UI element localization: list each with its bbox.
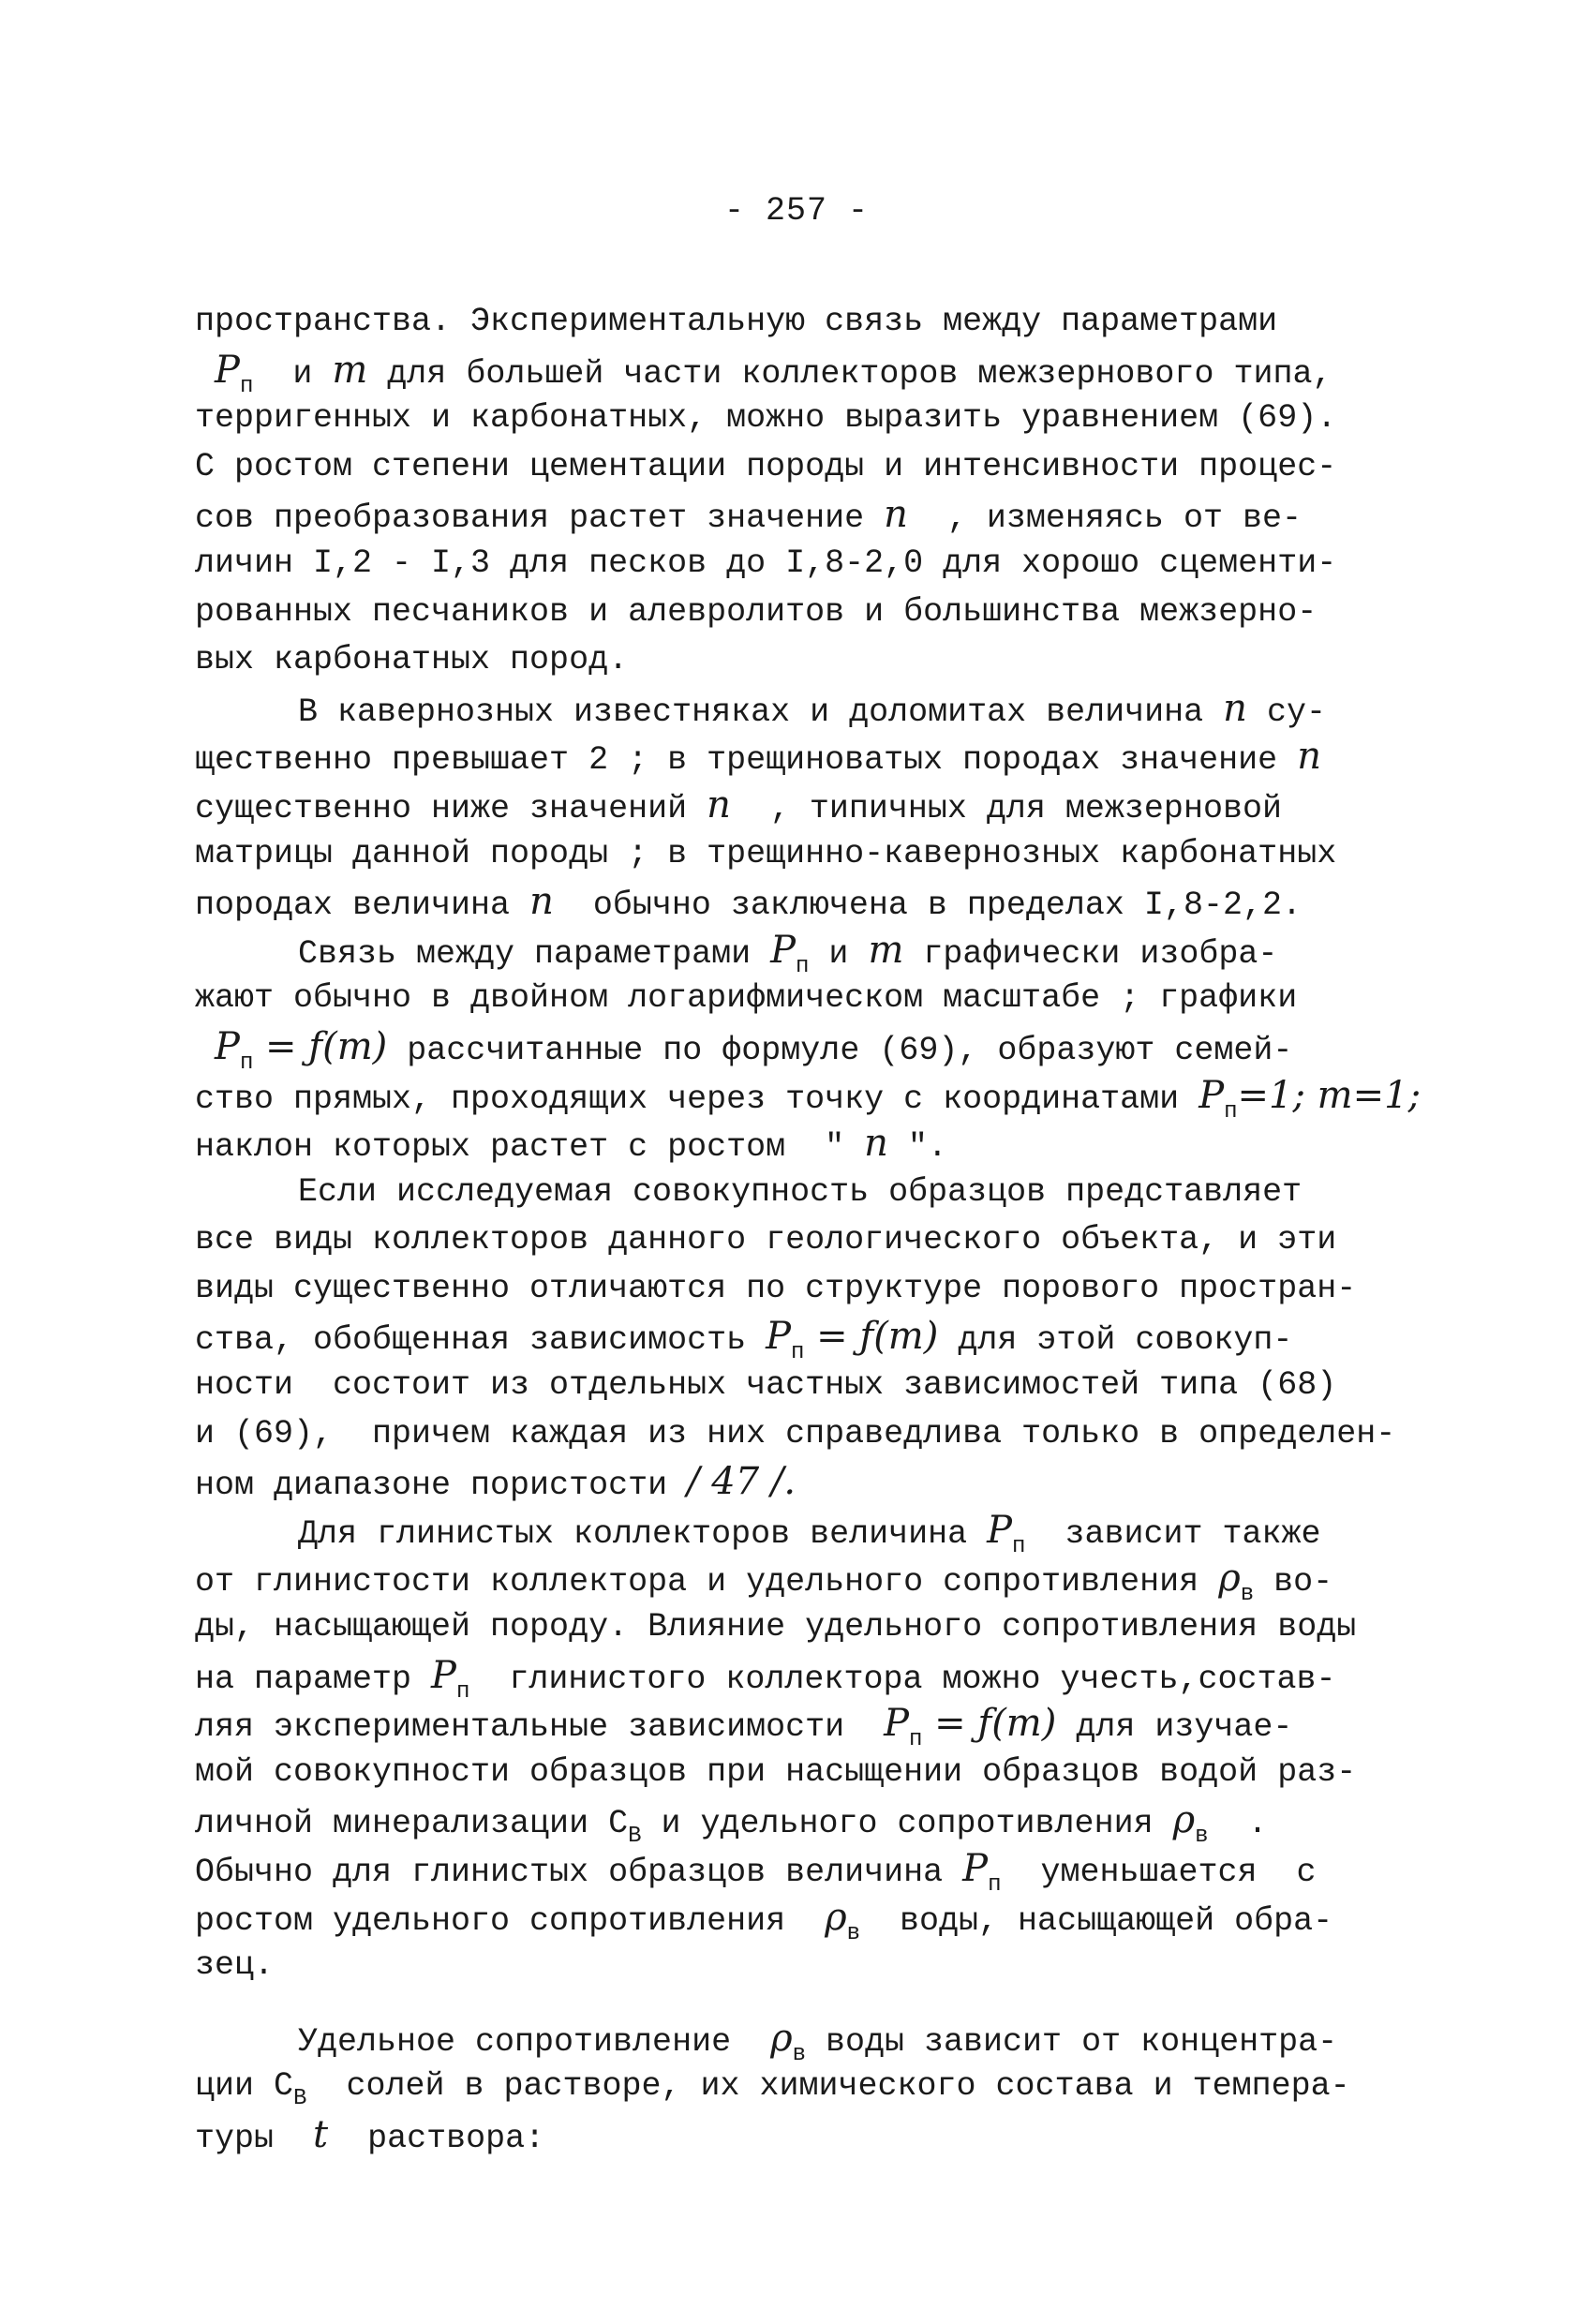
subscript: в [846, 1920, 861, 1946]
text-run: рованных песчаников и алевролитов и большинства межзерно- [195, 592, 1318, 631]
text-line [195, 443, 1404, 492]
math-symbol: n [707, 782, 731, 827]
math-symbol: =1; m=1; [1237, 1073, 1422, 1117]
subscript: в [1195, 1824, 1209, 1850]
text-run: для изучае- [1056, 1708, 1293, 1747]
text-line [195, 1410, 1404, 1459]
text-run: ства, обобщенная зависимость [195, 1321, 767, 1360]
text-line [195, 1555, 1404, 1608]
math-symbol: ρ [1172, 1798, 1196, 1842]
text-run: зависит также [1025, 1514, 1321, 1553]
text-run: Удельное сопротивление [298, 2022, 771, 2061]
text-run: существенно ниже значений [195, 789, 707, 827]
text-run: ". [887, 1128, 947, 1167]
subscript: п [988, 1872, 1002, 1898]
text-run: ростом удельного сопротивления [195, 1901, 826, 1940]
text-run: ляя экспериментальные зависимости [195, 1708, 885, 1747]
text-run: обычно заключена в пределах I,8-2,2. [553, 886, 1302, 925]
text-run: воды, насыщающей обра- [860, 1901, 1333, 1940]
text-run [195, 355, 215, 393]
page-number: - 257 - [723, 192, 870, 230]
text-run: ство прямых, проходящих через точку с координатами [195, 1080, 1199, 1118]
math-symbol: P [770, 928, 796, 972]
text-line [195, 298, 1404, 347]
math-symbol: P [215, 1024, 240, 1068]
text-run: пространства. Экспериментальную связь между параметрами [195, 303, 1278, 340]
text-run: ции С [195, 2067, 294, 2106]
text-run: жают обычно в двойном логарифмическом масштабе ; графики [195, 979, 1298, 1018]
math-symbol: = ƒ(m) [253, 1024, 388, 1068]
text-line [195, 588, 1404, 637]
text-run: ды, насыщающей породу. Влияние удельного сопротивления воды [195, 1608, 1357, 1646]
text-run: наклон которых растет с ростом " [195, 1128, 865, 1167]
subscript: В [628, 1824, 642, 1850]
text-line [195, 830, 1404, 879]
math-symbol: m [868, 928, 904, 972]
math-symbol: n [1297, 735, 1321, 779]
math-symbol: n [864, 1122, 888, 1166]
subscript: В [293, 2086, 307, 2112]
text-run: ном диапазоне пористости [195, 1467, 688, 1505]
text-run: воды зависит от концентра- [806, 2022, 1338, 2061]
text-line [195, 636, 1404, 685]
text-line [195, 1023, 1404, 1076]
text-run: мой совокупности образцов при насыщении образцов водой раз- [195, 1752, 1357, 1791]
subscript: п [1012, 1533, 1026, 1559]
text-line [195, 733, 1404, 782]
text-run: В кавернозных известняках и доломитах величина [298, 693, 1224, 731]
math-symbol: P [215, 348, 240, 392]
math-symbol: n [884, 493, 908, 537]
text-run: во- [1254, 1563, 1333, 1601]
subscript: п [239, 1050, 254, 1076]
text-line [195, 491, 1404, 540]
text-run: зец. [195, 1946, 275, 1985]
text-line [195, 1700, 1404, 1753]
text-run: и (69), причем каждая из них справедлива только в определен- [195, 1414, 1396, 1452]
text-run: глинистого коллектора можно учесть,состав- [469, 1660, 1336, 1698]
text-run: и удельного сопротивления [641, 1805, 1173, 1843]
text-line [195, 975, 1404, 1023]
text-run [195, 1032, 215, 1069]
text-line [195, 1216, 1404, 1265]
text-run: Обычно для глинистых образцов величина [195, 1854, 963, 1891]
text-run: вых карбонатных пород. [195, 641, 629, 679]
text-run: от глинистости коллектора и удельного сопротивления [195, 1563, 1219, 1601]
text-line [195, 395, 1404, 443]
text-run: С ростом степени цементации породы и интенсивности процес- [195, 447, 1337, 485]
text-line [195, 2015, 1404, 2067]
text-line [195, 685, 1404, 734]
text-run: и [253, 354, 333, 393]
math-symbol: ρ [770, 2016, 793, 2060]
text-line [195, 1796, 1404, 1850]
subscript: п [791, 1340, 805, 1366]
subscript: п [909, 1727, 923, 1753]
math-symbol: t [313, 2112, 329, 2156]
text-run: раствора: [328, 2119, 545, 2157]
text-line [195, 1169, 1404, 1217]
text-run: личной минерализации С [195, 1805, 629, 1843]
text-line [195, 1313, 1404, 1366]
text-run: личин I,2 - I,3 для песков до I,8-2,0 для хорошо сцементи- [195, 544, 1337, 582]
subscript: п [455, 1678, 470, 1705]
text-line [195, 1362, 1404, 1410]
text-run: су- [1246, 693, 1326, 731]
text-line [195, 1120, 1404, 1169]
text-line [195, 1072, 1422, 1125]
text-line [195, 1507, 1404, 1559]
text-line [195, 878, 1404, 927]
math-symbol: / 47 /. [687, 1460, 796, 1504]
text-line [195, 1749, 1404, 1797]
math-symbol: P [1198, 1073, 1225, 1117]
math-symbol: = ƒ(m) [922, 1702, 1057, 1746]
text-run: ности состоит из отдельных частных зависимостей типа (68) [195, 1366, 1337, 1405]
text-line [195, 1845, 1404, 1898]
text-run: все виды коллекторов данного геологического объекта, и эти [195, 1221, 1337, 1259]
text-line [195, 1652, 1404, 1705]
text-run: сов преобразования растет значение [195, 499, 885, 538]
text-run: для большей части коллекторов межзернового типа, [367, 354, 1332, 393]
text-run: на параметр [195, 1660, 432, 1698]
text-run: туры [195, 2119, 314, 2157]
math-symbol: P [431, 1653, 456, 1697]
text-run: и [809, 934, 869, 973]
text-line [195, 927, 1404, 979]
text-run: графически изобра- [903, 934, 1278, 973]
math-symbol: m [332, 348, 368, 392]
math-symbol: ρ [1218, 1557, 1241, 1601]
text-line [195, 1942, 1404, 1990]
text-run: Для глинистых коллекторов величина [298, 1514, 988, 1553]
text-line [195, 1603, 1404, 1652]
text-run: Если исследуемая совокупность образцов представляет [298, 1172, 1303, 1211]
math-symbol: P [987, 1508, 1013, 1552]
text-run: , изменяясь от ве- [907, 499, 1302, 538]
subscript: п [1224, 1098, 1238, 1125]
text-line [195, 1265, 1404, 1314]
text-run: . [1208, 1805, 1268, 1843]
text-run: солей в растворе, их химического состава и темпера- [306, 2067, 1350, 2106]
text-run: терригенных и карбонатных, можно выразить уравнением (69). [195, 399, 1337, 438]
text-run: щественно превышает 2 ; в трещиноватых породах значение [195, 741, 1298, 780]
text-line [195, 347, 1404, 399]
math-symbol: P [884, 1702, 910, 1746]
text-run: для этой совокуп- [938, 1321, 1293, 1360]
math-symbol: = ƒ(m) [804, 1315, 939, 1359]
text-line [195, 1458, 1404, 1507]
subscript: в [1240, 1582, 1255, 1608]
subscript: в [792, 2041, 807, 2067]
text-line [195, 2063, 1404, 2111]
text-line [195, 782, 1404, 830]
text-line [195, 540, 1404, 588]
math-symbol: ρ [825, 1895, 847, 1939]
math-symbol: n [1223, 686, 1247, 730]
text-run: Связь между параметрами [298, 934, 771, 973]
math-symbol: P [962, 1847, 989, 1890]
text-line [195, 2111, 1404, 2160]
text-run: виды существенно отличаются по структуре порового простран- [195, 1269, 1357, 1307]
text-line [195, 1894, 1404, 1946]
text-run: рассчитанные по формуле (69), образуют семей- [387, 1031, 1293, 1069]
text-run: матрицы данной породы ; в трещинно-кавернозных карбонатных [195, 834, 1337, 872]
text-run: , типичных для межзерновой [730, 789, 1282, 827]
text-run: уменьшается с [1001, 1854, 1317, 1891]
math-symbol: P [766, 1315, 792, 1359]
text-body [195, 298, 1422, 2160]
subscript: п [796, 953, 810, 979]
math-symbol: n [529, 880, 554, 924]
text-run: породах величина [195, 886, 530, 925]
subscript: п [239, 373, 254, 399]
